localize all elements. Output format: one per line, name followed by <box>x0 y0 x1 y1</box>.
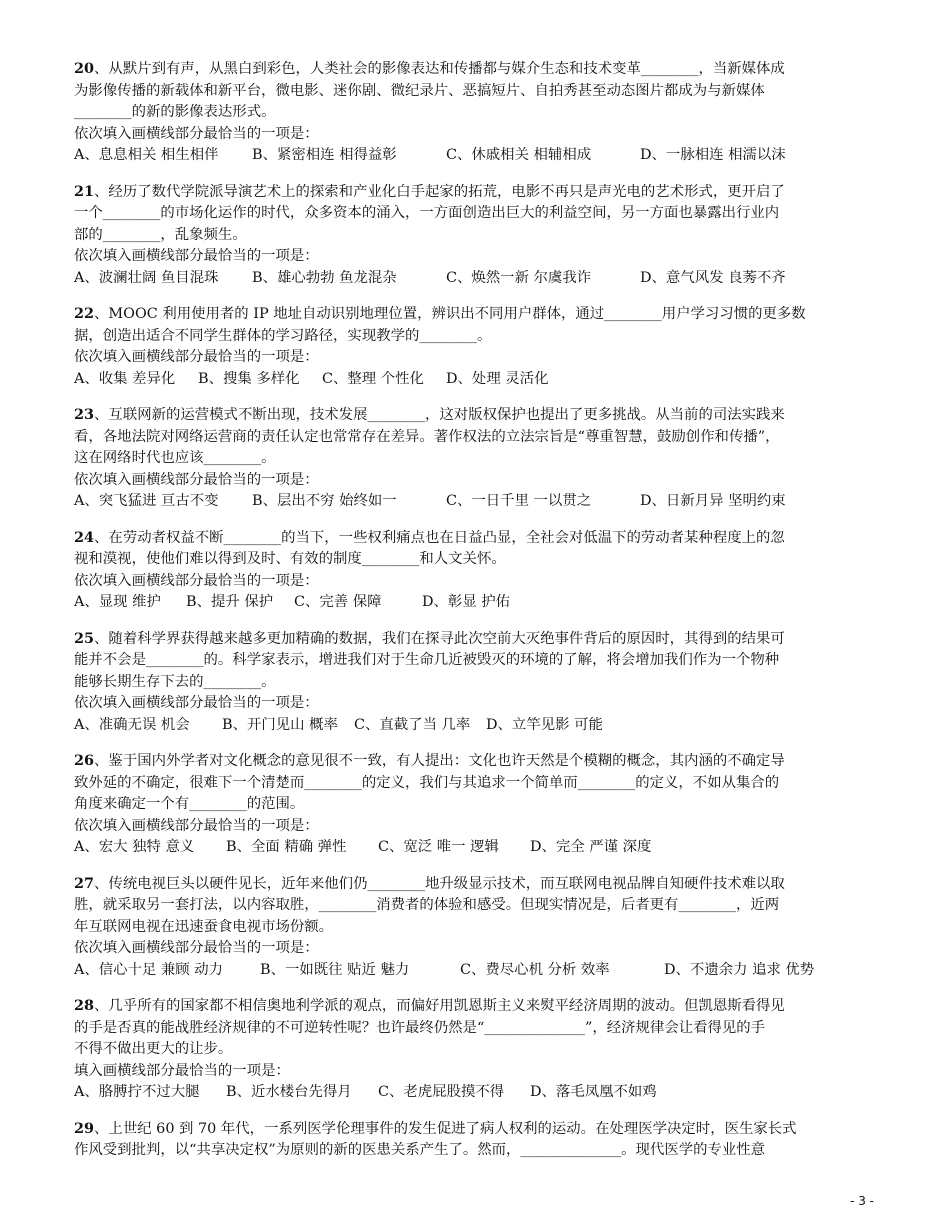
question-text: ________的新的影像表达形式。 <box>74 104 276 120</box>
option-a[interactable]: A、收集 差异化 <box>74 370 176 387</box>
question-text-line <box>74 1118 882 1141</box>
option-b[interactable]: B、近水楼台先得月 <box>226 1084 352 1100</box>
option-d[interactable]: D、立竿见影 可能 <box>486 716 603 733</box>
answer-options <box>74 369 882 391</box>
question-text-line <box>74 1039 882 1061</box>
question-text: 、鉴于国内外学者对文化概念的意见很不一致，有人提出：文化也许天然是个模糊的概念，其内涵的不确定导 <box>94 753 785 769</box>
question-29 <box>74 1118 882 1162</box>
question-text-line <box>74 427 882 449</box>
question-number: 21 <box>74 182 95 200</box>
question-text-line <box>74 750 882 773</box>
question-number: 28 <box>74 997 95 1014</box>
question-28 <box>74 995 882 1104</box>
question-text: 、传统电视巨头以硬件见长，近年来他们仍________地升级显示技术，而互联网电视品牌自知硬件技术难以取 <box>94 875 785 892</box>
question-text-line <box>74 995 882 1018</box>
question-text: 的手是否真的能战胜经济规律的不可逆转性呢？也许最终仍然是“______________”，经济规律会让看得见的手 <box>74 1019 766 1036</box>
question-21 <box>74 181 882 290</box>
answer-options <box>74 837 882 859</box>
question-text: 能并不会是________的。科学家表示，增进我们对于生命几近被毁灭的环境的了解，将会增加我们作为一个物种 <box>74 652 780 668</box>
option-c[interactable]: C、整理 个性化 <box>322 370 424 387</box>
question-text-line <box>74 181 882 204</box>
option-b[interactable]: B、搜集 多样化 <box>198 370 300 387</box>
question-text: 、在劳动者权益不断________的当下，一些权利痛点也在日益凸显，全社会对低温下的劳动者某种程度上的忽 <box>94 529 785 546</box>
option-b[interactable]: B、紧密相连 相得益彰 <box>252 147 397 163</box>
question-text: 年互联网电视在迅速蚕食电视市场份额。 <box>74 918 334 935</box>
question-number: 23 <box>74 406 95 423</box>
answer-prompt: 依次填入画横线部分最恰当的一项是： <box>74 572 319 589</box>
option-c[interactable]: C、费尽心机 分析 效率 <box>460 961 610 978</box>
question-text: 、上世纪 60 到 70 年代，一系列医学伦理事件的发生促进了病人权利的运动。在处理医学决定时，医生家长式 <box>94 1120 797 1137</box>
question-number: 27 <box>74 874 95 892</box>
question-text-line <box>74 527 882 550</box>
question-text-line <box>74 58 882 81</box>
question-text: 胜，就采取另一套打法，以内容取胜，________消费者的体验和感受。但现实情况是，后者更有________，近两 <box>74 897 780 913</box>
option-d[interactable]: D、不遗余力 追求 优势 <box>664 961 815 978</box>
question-text: 、从默片到有声，从黑白到彩色，人类社会的影像表达和传播都与媒介生态和技术变革________，当新媒体成 <box>94 61 785 77</box>
option-d[interactable]: D、日新月异 坚明约束 <box>640 493 786 509</box>
option-c[interactable]: C、一日千里 一以贯之 <box>446 493 592 509</box>
question-text-line <box>74 549 882 571</box>
answer-prompt: 依次填入画横线部分最恰当的一项是： <box>74 248 319 264</box>
option-d[interactable]: D、处理 灵活化 <box>446 370 549 387</box>
question-text: 、经历了数代学院派导演艺术上的探索和产业化白手起家的拓荒，电影不再只是声光电的艺术形式，更开启了 <box>94 183 785 200</box>
answer-prompt: 依次填入画横线部分最恰当的一项是： <box>74 817 319 834</box>
option-d[interactable]: D、一脉相连 相濡以沫 <box>640 147 786 163</box>
question-number: 26 <box>74 752 95 769</box>
option-a[interactable]: A、宏大 独特 意义 <box>74 839 195 855</box>
answer-options <box>74 491 882 513</box>
question-text-line <box>74 917 882 939</box>
question-text-line <box>74 773 882 795</box>
answer-options <box>74 960 882 982</box>
option-a[interactable]: A、突飞猛进 亘古不变 <box>74 493 219 509</box>
option-c[interactable]: C、休戚相关 相辅相成 <box>446 147 592 163</box>
answer-prompt: 填入画横线部分最恰当的一项是： <box>74 1062 290 1079</box>
question-text-line <box>74 203 882 225</box>
question-text: 、几乎所有的国家都不相信奥地利学派的观点，而偏好用凯恩斯主义来熨平经济周期的波动。但凯恩斯看得见 <box>94 998 785 1014</box>
answer-prompt: 依次填入画横线部分最恰当的一项是： <box>74 695 319 711</box>
answer-prompt: 依次填入画横线部分最恰当的一项是： <box>74 940 319 956</box>
option-c[interactable]: C、直截了当 几率 <box>354 716 471 733</box>
question-text-line <box>74 1018 882 1040</box>
question-text-line <box>74 303 882 326</box>
answer-prompt: 依次填入画横线部分最恰当的一项是： <box>74 349 319 365</box>
question-27 <box>74 873 882 982</box>
option-b[interactable]: B、全面 精确 弹性 <box>226 839 347 855</box>
question-text-line <box>74 873 882 896</box>
option-a[interactable]: A、波澜壮阔 鱼目混珠 <box>74 269 219 286</box>
question-text-line <box>74 102 882 124</box>
question-text-line <box>74 672 882 694</box>
question-25 <box>74 628 882 737</box>
option-d[interactable]: D、完全 严谨 深度 <box>530 839 652 855</box>
option-b[interactable]: B、层出不穷 始终如一 <box>252 493 397 509</box>
answer-options <box>74 1082 882 1104</box>
question-text: 为影像传播的新载体和新平台，微电影、迷你剧、微纪录片、恶搞短片、自拍秀甚至动态图片都成为与新媒体 <box>74 82 765 99</box>
question-24 <box>74 527 882 614</box>
question-text-line <box>74 1140 882 1162</box>
option-c[interactable]: C、老虎屁股摸不得 <box>378 1084 505 1100</box>
question-text-line <box>74 404 882 427</box>
question-text: 、随着科学界获得越来越多更加精确的数据，我们在探寻此次空前大灭绝事件背后的原因时，其得到的结果可 <box>94 630 785 647</box>
question-number: 22 <box>74 305 95 322</box>
question-text-line <box>74 225 882 247</box>
document-body <box>74 58 882 1176</box>
option-a[interactable]: A、息息相关 相生相伴 <box>74 147 219 163</box>
option-b[interactable]: B、提升 保护 <box>186 594 274 610</box>
option-a[interactable]: A、显现 维护 <box>74 594 161 610</box>
question-text-line <box>74 326 882 348</box>
question-text: 、MOOC 利用使用者的 IP 地址自动识别地理位置，辨识出不同用户群体，通过________用户学习习惯的更多数 <box>94 306 806 322</box>
question-text: 不得不做出更大的让步。 <box>74 1041 233 1057</box>
question-number: 20 <box>74 60 95 77</box>
page-number: - 3 - <box>850 1194 874 1208</box>
option-a[interactable]: A、信心十足 兼顾 动力 <box>74 961 224 978</box>
option-a[interactable]: A、胳膊拧不过大腿 <box>74 1084 200 1100</box>
question-text: 这在网络时代也应该________。 <box>74 450 276 466</box>
question-text: 视和漠视，使他们难以得到及时、有效的制度________和人文关怀。 <box>74 551 506 567</box>
question-text-line <box>74 81 882 103</box>
question-26 <box>74 750 882 859</box>
answer-options <box>74 592 882 614</box>
answer-options <box>74 715 882 737</box>
answer-prompt: 依次填入画横线部分最恰当的一项是： <box>74 125 319 142</box>
question-text: 部的________，乱象频生。 <box>74 226 247 243</box>
question-text: 角度来确定一个有________的范围。 <box>74 796 305 812</box>
option-c[interactable]: C、宽泛 唯一 逻辑 <box>378 839 499 855</box>
question-text: 据，创造出适合不同学生群体的学习路径，实现教学的________。 <box>74 327 492 344</box>
question-number: 29 <box>74 1119 95 1137</box>
question-20 <box>74 58 882 167</box>
question-number: 24 <box>74 528 95 546</box>
question-text: 一个________的市场化运作的时代，众多资本的涌入，一方面创造出巨大的利益空间，另一方面也暴露出行业内 <box>74 205 780 221</box>
answer-options <box>74 145 882 167</box>
option-b[interactable]: B、开门见山 概率 <box>222 716 338 733</box>
question-number: 25 <box>74 629 95 647</box>
answer-options <box>74 268 882 290</box>
question-text-line <box>74 628 882 651</box>
question-text: 看，各地法院对网络运营商的责任认定也常常存在差异。著作权法的立法宗旨是“尊重智慧，鼓励创作和传播”， <box>74 428 780 445</box>
question-text: 作风受到批判，以“共享决定权”为原则的新的医患关系产生了。然而，______________。现代医学的专业性意 <box>74 1142 766 1158</box>
option-d[interactable]: D、意气风发 良莠不齐 <box>640 269 786 286</box>
question-text: 致外延的不确定，很难下一个清楚而________的定义，我们与其追求一个简单而________的定义，不如从集合的 <box>74 774 780 791</box>
option-a[interactable]: A、准确无误 机会 <box>74 716 190 733</box>
question-text-line <box>74 794 882 816</box>
option-d[interactable]: D、落毛凤凰不如鸡 <box>530 1084 657 1100</box>
answer-prompt: 依次填入画横线部分最恰当的一项是： <box>74 471 319 488</box>
question-text: 能够长期生存下去的________。 <box>74 673 276 690</box>
option-c[interactable]: C、焕然一新 尔虞我诈 <box>446 269 592 286</box>
option-c[interactable]: C、完善 保障 <box>294 594 382 610</box>
question-text-line <box>74 448 882 470</box>
option-d[interactable]: D、彰显 护佑 <box>422 594 511 610</box>
option-b[interactable]: B、雄心勃勃 鱼龙混杂 <box>252 269 397 286</box>
question-22 <box>74 303 882 390</box>
question-23 <box>74 404 882 513</box>
question-text-line <box>74 650 882 672</box>
option-b[interactable]: B、一如既往 贴近 魅力 <box>260 961 410 978</box>
question-text: 、互联网新的运营模式不断出现，技术发展________，这对版权保护也提出了更多挑战。从当前的司法实践来 <box>94 407 785 423</box>
question-text-line <box>74 895 882 917</box>
